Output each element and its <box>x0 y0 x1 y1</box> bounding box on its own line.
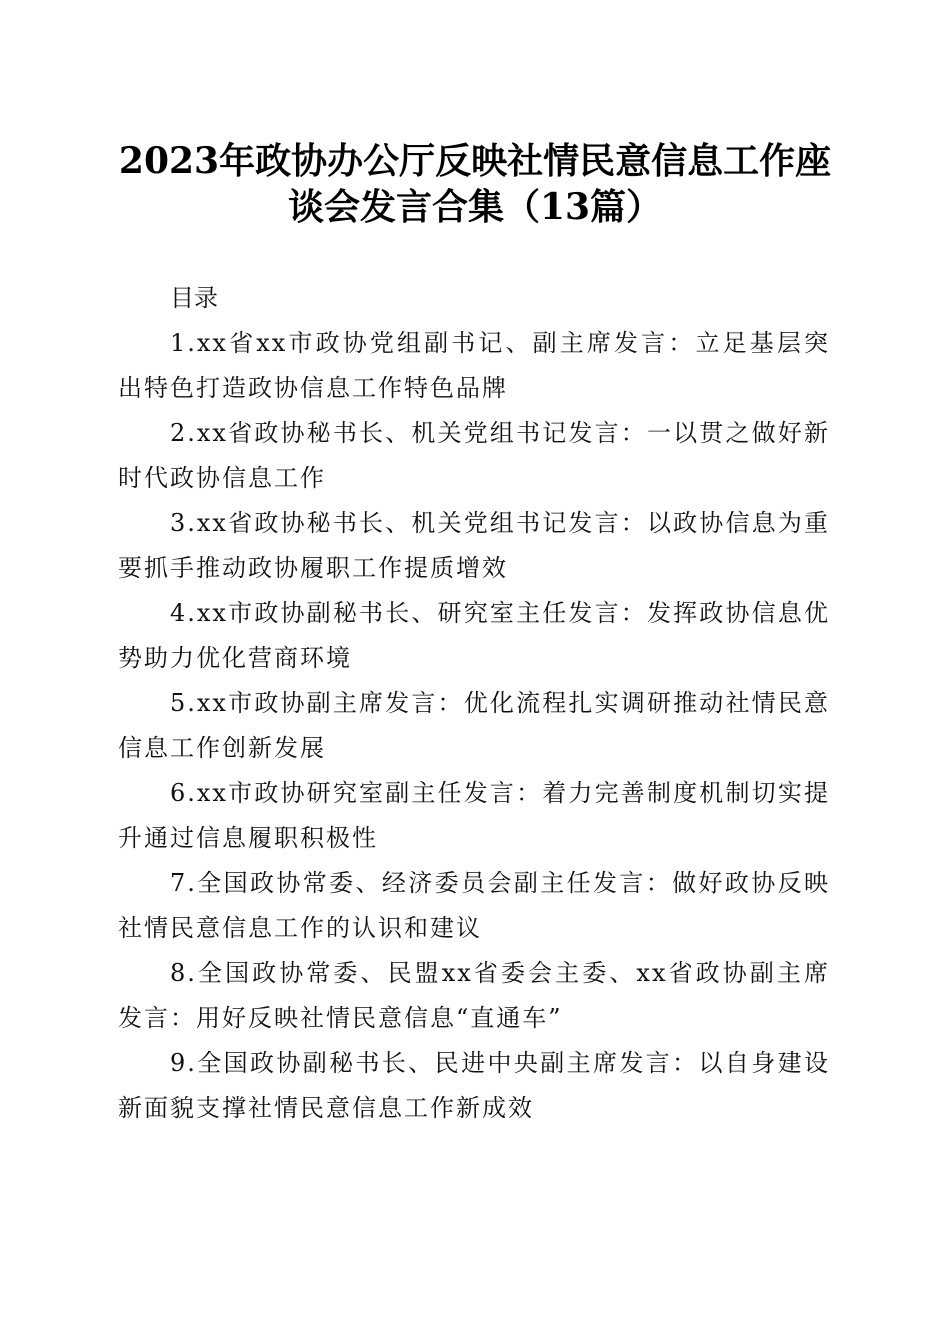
toc-item: 4.xx市政协副秘书长、研究室主任发言：发挥政协信息优势助力优化营商环境 <box>118 599 830 672</box>
toc-item: 2.xx省政协秘书长、机关党组书记发言：一以贯之做好新时代政协信息工作 <box>118 419 830 492</box>
document-title <box>60 138 890 230</box>
title-line-1: 2023年政协办公厅反映社情民意信息工作座 <box>118 140 832 182</box>
toc-item: 7.全国政协常委、经济委员会副主任发言：做好政协反映社情民意信息工作的认识和建议 <box>118 869 830 942</box>
toc-item: 6.xx市政协研究室副主任发言：着力完善制度机制切实提升通过信息履职积极性 <box>118 779 830 852</box>
table-of-contents <box>118 276 830 1131</box>
toc-item: 3.xx省政协秘书长、机关党组书记发言：以政协信息为重要抓手推动政协履职工作提质增效 <box>118 509 830 582</box>
toc-item: 8.全国政协常委、民盟xx省委会主委、xx省政协副主席发言：用好反映社情民意信息“直通车” <box>118 959 830 1032</box>
toc-item: 9.全国政协副秘书长、民进中央副主席发言：以自身建设新面貌支撑社情民意信息工作新成效 <box>118 1049 830 1122</box>
toc-item: 5.xx市政协副主席发言：优化流程扎实调研推动社情民意信息工作创新发展 <box>118 689 830 762</box>
title-line-2: 谈会发言合集（13篇） <box>287 186 663 228</box>
toc-heading: 目录 <box>170 284 218 312</box>
toc-item: 1.xx省xx市政协党组副书记、副主席发言：立足基层突出特色打造政协信息工作特色品牌 <box>118 329 830 402</box>
